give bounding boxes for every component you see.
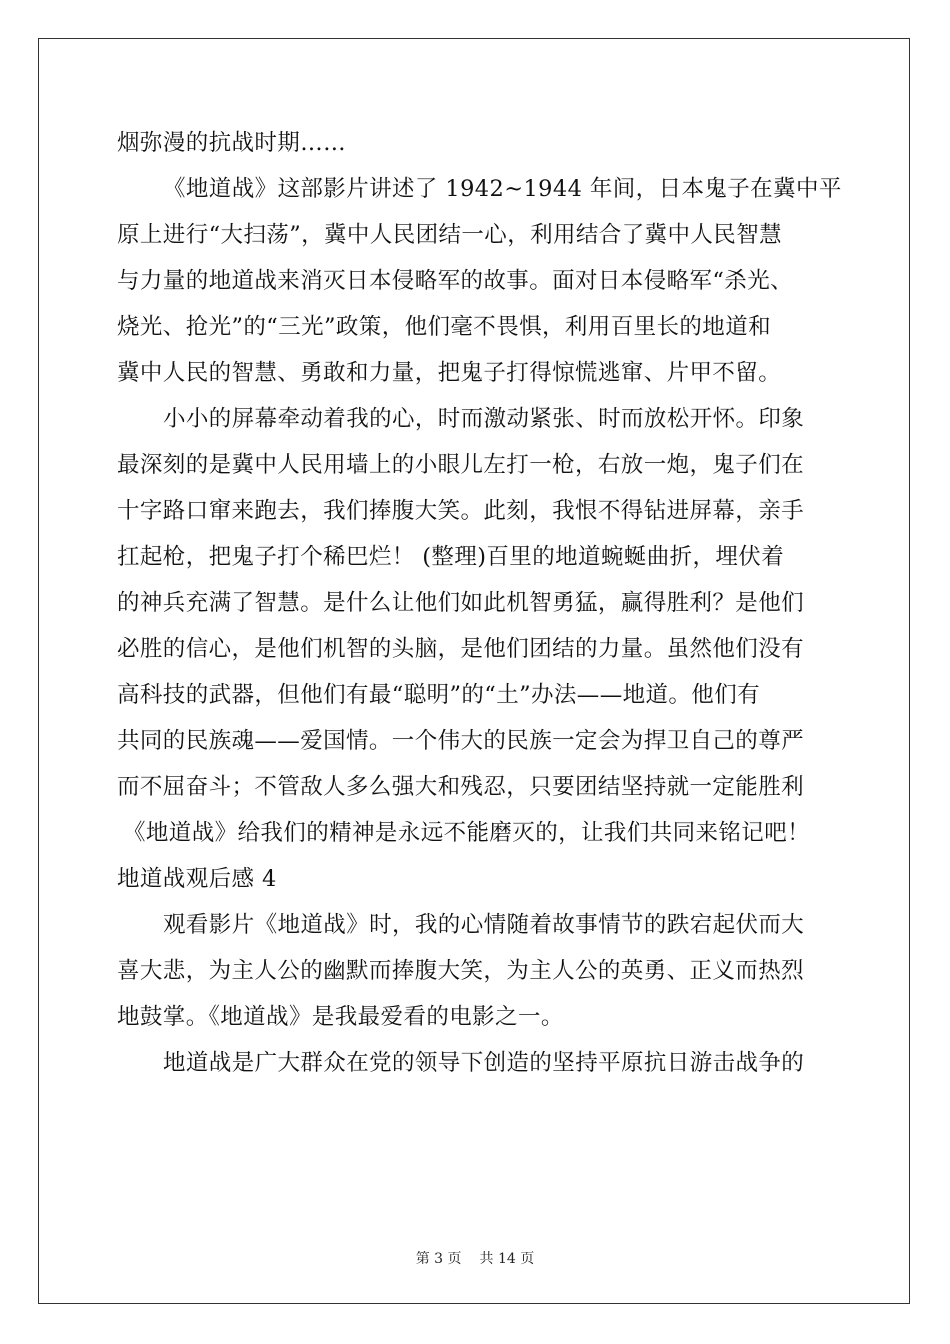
text-line: 与力量的地道战来消灭日本侵略军的故事。面对日本侵略军“杀光、 [117, 268, 794, 294]
text-line: 原上进行“大扫荡”，冀中人民团结一心，利用结合了冀中人民智慧 [117, 222, 783, 248]
paragraph-start-line: 《地道战》这部影片讲述了 1942~1944 年间，日本鬼子在冀中平 [163, 176, 842, 202]
text-line: 扛起枪，把鬼子打个稀巴烂！ (整理)百里的地道蜿蜒曲折，埋伏着 [117, 544, 785, 570]
document-body [117, 120, 842, 1086]
text-line: 冀中人民的智慧、勇敢和力量，把鬼子打得惊慌逃窜、片甲不留。 [117, 360, 782, 386]
text-line: 烧光、抢光”的“三光”政策，他们毫不畏惧，利用百里长的地道和 [117, 314, 772, 340]
text-line: 地鼓掌。《地道战》是我最爱看的电影之一。 [117, 1004, 564, 1030]
text-line: 《地道战》给我们的精神是永远不能磨灭的，让我们共同来铭记吧！ [123, 820, 811, 846]
page-footer [0, 1248, 950, 1268]
text-line: 十字路口窜来跑去，我们捧腹大笑。此刻，我恨不得钻进屏幕，亲手 [117, 498, 805, 524]
text-line: 喜大悲，为主人公的幽默而捧腹大笑，为主人公的英勇、正义而热烈 [117, 958, 805, 984]
paragraph-start-line: 观看影片《地道战》时，我的心情随着故事情节的跌宕起伏而大 [163, 912, 805, 938]
text-line: 高科技的武器，但他们有最“聪明”的“土”办法——地道。他们有 [117, 682, 761, 708]
text-line: 共同的民族魂——爱国情。一个伟大的民族一定会为捍卫自己的尊严 [117, 728, 805, 754]
text-line: 而不屈奋斗；不管敌人多么强大和残忍，只要团结坚持就一定能胜利 [117, 774, 805, 800]
text-line: 必胜的信心，是他们机智的头脑，是他们团结的力量。虽然他们没有 [117, 636, 805, 662]
text-line: 最深刻的是冀中人民用墙上的小眼儿左打一枪，右放一炮，鬼子们在 [117, 452, 805, 478]
page-number: 第 3 页 [415, 1251, 462, 1267]
section-heading: 地道战观后感 4 [117, 866, 277, 892]
text-line: 的神兵充满了智慧。是什么让他们如此机智勇猛，赢得胜利？是他们 [117, 590, 805, 616]
text-line: 烟弥漫的抗战时期…… [117, 130, 347, 156]
paragraph-start-line: 地道战是广大群众在党的领导下创造的坚持平原抗日游击战争的 [163, 1050, 805, 1076]
page-total: 共 14 页 [479, 1251, 535, 1267]
paragraph-start-line: 小小的屏幕牵动着我的心，时而激动紧张、时而放松开怀。印象 [163, 406, 805, 432]
